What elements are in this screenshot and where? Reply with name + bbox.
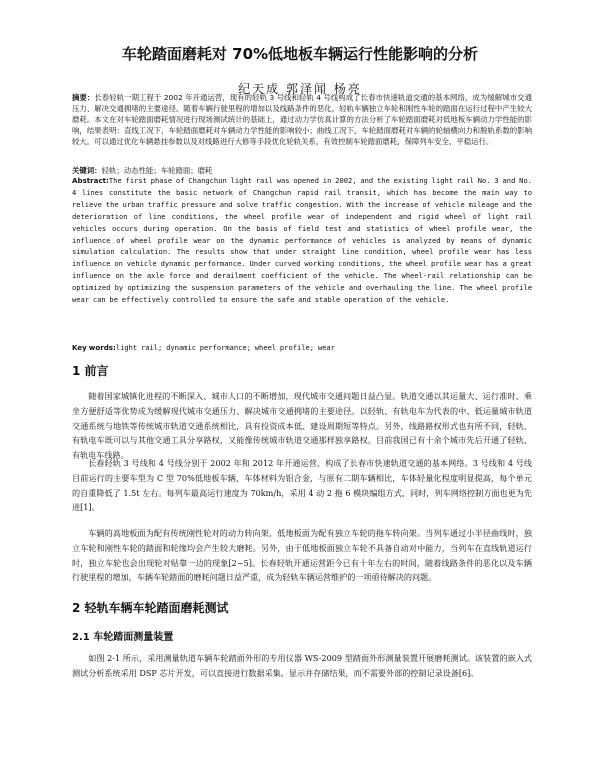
paper-authors: 纪天成 郭泽闻 杨亮	[238, 82, 362, 96]
section-1-paragraph-1: 随着国家城镇化进程的不断深入、城市人口的不断增加，现代城市交通问题日益凸显。轨道交通以其运量大、运行准时、乘坐方便舒适等优势成为缓解现代城市交通压力、解决城市交通拥堵的主要途径。以轻轨、有轨电车为代表的中、低运量城市轨道交通系统与地铁等传统城市轨道交通系统相比，具有投资成本低、建设周期短等特点。另外，线路路权形式也有所不同，轻轨、有轨电车既可以与其他交通工具分享路权，又能像传统城市轨道交通那样独享路权。目前我国已有十余个城市先后开通了轻轨、有轨电车线路。	[72, 391, 532, 461]
section-1-paragraph-2: 长春轻轨 3 号线和 4 号线分别于 2002 年和 2012 年开通运营，构成了长春市快速轨道交通的基本网络。3 号线和 4 号线目前运行的主要车型为 C 型 70%低地板车辆，车体材料为铝合金，与原有二期车辆相比，车体轻量化程度明显提高，每个单元的自重降低了 1.5t 左右。每列车最高运行速度为 70km/h，采用 4 动 2 拖 6 模块编组方式，同时，列车网络控制方面也更为先进[1]。	[72, 458, 532, 513]
abstract-cn	[72, 92, 532, 147]
paper-title: 车轮踏面磨耗对 70%低地板车辆运行性能影响的分析	[121, 45, 479, 63]
abstract-en-text: The first phase of Changchun light rail was opened in 2002, and the existing light rail No. 3 and No. 4 lines constitute the basic network of Changchun rapid rail transit, which has become the main way to relieve the urban traffic pressure and solve traffic congestion. With the increase of vehicle mileage and the deterioration of line conditions, the wheel profile wear of independent and rigid wheel of light rail vehicles occurs during operation. On the basis of field test and statistics of wheel profile wear, the influence of wheel profile wear on the dynamic performance of vehicles is analyzed by means of dynamic simulation calculation. The results show that under straight line condition, wheel profile wear has less influence on vehicle dynamic performance. Under curved working conditions, the wheel profile wear has a great influence on the axle force and derailment coefficient of the vehicle. The wheel-rail relationship can be optimized by optimizing the suspension parameters of the vehicle and overhauling the line. The wheel profile wear can be effectively controlled to ensure the safe and stable operation of the vehicle.	[72, 176, 532, 305]
section-2-heading: 2 轻轨车辆车轮踏面磨耗测试	[72, 601, 229, 615]
section-1-heading: 1 前言	[72, 364, 109, 378]
abstract-cn-label: 摘要：	[72, 93, 95, 102]
keywords-en	[72, 342, 532, 354]
abstract-en	[72, 175, 532, 306]
section-2-1-paragraph-1: 如图 2-1 所示，采用测量轨道车辆车轮踏面外形的专用仪器 WS-2009 型踏面外形测量装置开展磨耗测试。该装置的嵌入式测试分析系统采用 DSP 芯片开发，可以直接进行数据采集、显示并存储结果，而不需要外部的控制记录设备[6]。	[72, 653, 532, 678]
keywords-en-text: light rail; dynamic performance; wheel profile; wear	[115, 343, 335, 352]
abstract-en-label: Abstract:	[72, 176, 109, 185]
section-2-1-heading: 2.1 车轮踏面测量装置	[72, 632, 174, 643]
abstract-cn-text: 长春轻轨一期工程于 2002 年开通运营，现有的轻轨 3 号线和轻轨 4 号线构成了长春市快速轨道交通的基本网络，成为缓解城市交通压力、解决交通拥堵的主要途径。随着车辆行驶里程的增加以及线路条件的恶化，轻轨车辆独立车轮和刚性车轮的踏面在运行过程中产生较大磨耗。本文在对车轮踏面磨耗情况进行现场测试统计的基础上，通过动力学仿真计算的方法分析了车轮踏面磨耗对低地板车辆动力学性能的影响，结果表明：直线工况下，车轮踏面磨耗对车辆动力学性能的影响较小；曲线工况下，车轮踏面磨耗对车辆的轮轴横向力和脱轨系数的影响较大。可以通过优化车辆悬挂参数以及对线路进行大修等手段优化轮轨关系，有效控制车轮踏面磨耗，保障列车安全、平稳运行。	[72, 93, 532, 146]
keywords-cn-text: 轻轨；动态性能；车轮踏面；磨耗	[101, 166, 213, 175]
keywords-en-label: Key words:	[72, 343, 116, 352]
section-1-paragraph-3: 车辆的高地板面为配有传统刚性轮对的动力转向架，低地板面为配有独立车轮的拖车转向架。当列车通过小半径曲线时，独立车轮和刚性车轮的踏面和轮缘均会产生较大磨耗。另外，由于低地板面独立车轮不具备自动对中能力，当列车在直线轨道运行时，独立车轮也会出现轮对贴靠一边的现象[2~5]。长春轻轨开通运营距今已有十年左右的时间，随着线路条件的恶化以及车辆行驶里程的增加，车辆车轮踏面的磨耗问题日益严重，成为轻轨车辆运营维护的一项亟待解决的问题。	[72, 528, 532, 583]
keywords-cn-label: 关键词：	[72, 166, 102, 175]
